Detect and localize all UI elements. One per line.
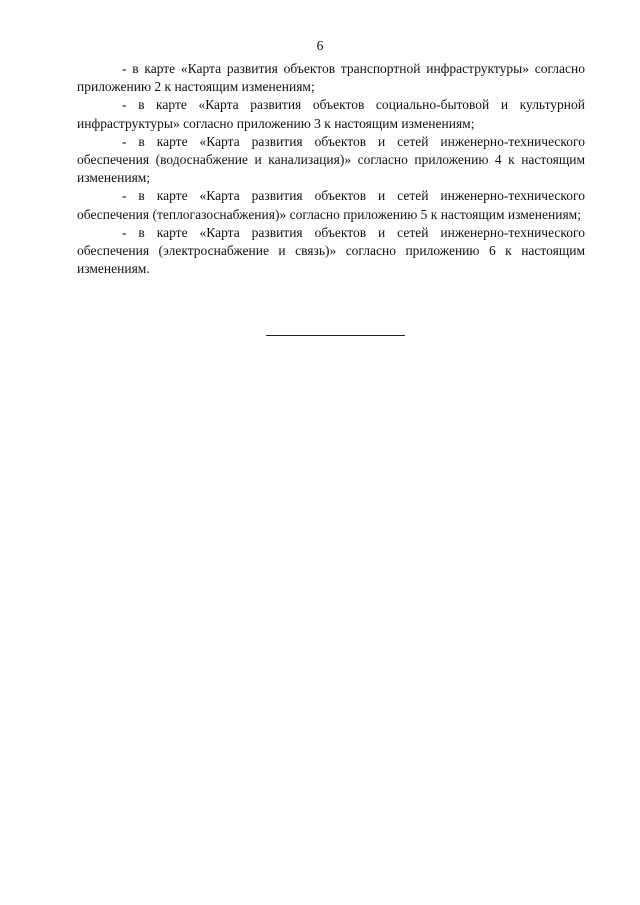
closing-divider xyxy=(266,335,405,336)
paragraph-water-map: - в карте «Карта развития объектов и сетей инженерно-технического обеспечения (водоснабжение и канализация)» согласно приложению 4 к настоящим изменениям; xyxy=(77,133,585,186)
page-number: 6 xyxy=(316,38,324,53)
paragraph-electricity-map: - в карте «Карта развития объектов и сетей инженерно-технического обеспечения (электроснабжение и связь)» согласно приложению 6 к настоящим изменениям. xyxy=(77,224,585,277)
paragraph-social-map: - в карте «Карта развития объектов социально-бытовой и культурной инфраструктуры» согласно приложению 3 к настоящим изменениям; xyxy=(77,97,585,131)
document-body xyxy=(77,60,585,278)
paragraph-heat-gas-map: - в карте «Карта развития объектов и сетей инженерно-технического обеспечения (теплогазоснабжения)» согласно приложению 5 к настоящим изменениям; xyxy=(77,188,585,222)
paragraph-transport-map: - в карте «Карта развития объектов транспортной инфраструктуры» согласно приложению 2 к настоящим изменениям; xyxy=(77,61,585,95)
